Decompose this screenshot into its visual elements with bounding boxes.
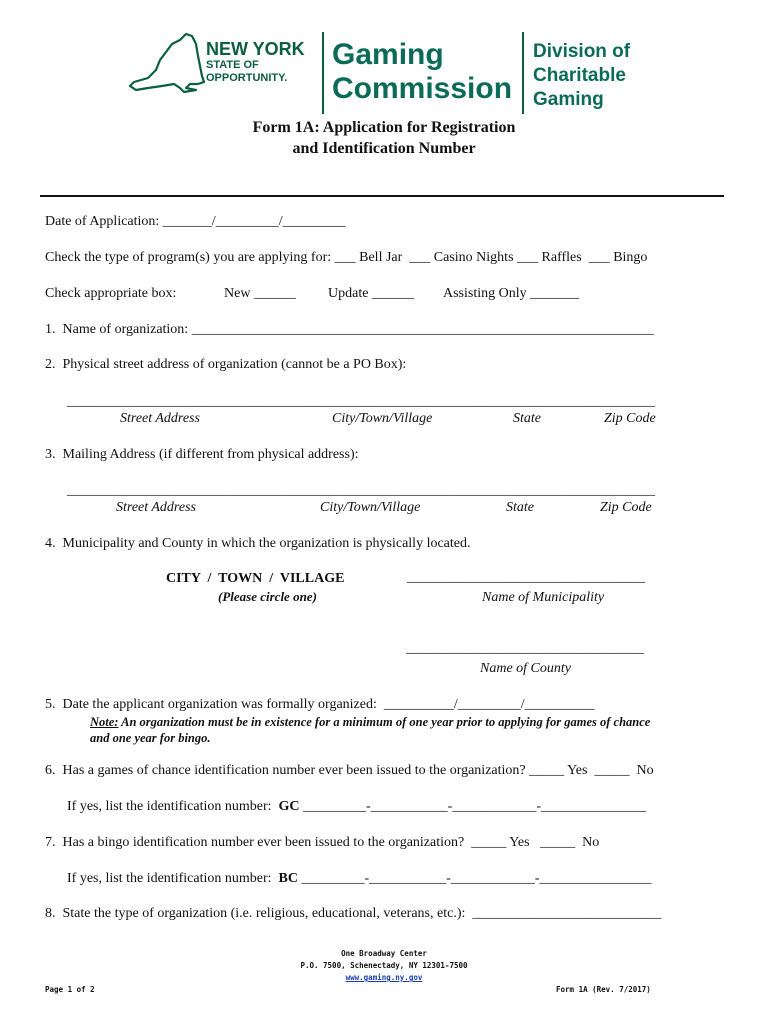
footer-page-number: Page 1 of 2 bbox=[45, 985, 95, 994]
date-of-application-field[interactable]: Date of Application: _______/_________/_________ bbox=[45, 214, 346, 229]
footer-form-revision: Form 1A (Rev. 7/2017) bbox=[556, 985, 651, 994]
q5-note-text: An organization must be in existence for a minimum of one year prior to applying for games of chance bbox=[118, 715, 651, 729]
q7-bc-blanks[interactable]: _________-___________-____________-________________ bbox=[297, 871, 652, 886]
q4-municipality-label: 4. Municipality and County in which the organization is physically located. bbox=[45, 536, 471, 551]
ny-line2: STATE OF bbox=[206, 59, 259, 71]
q6-gc-issued-field[interactable]: 6. Has a games of chance identification number ever been issued to the organization? _____ Yes _____ No bbox=[45, 763, 654, 778]
please-circle-one-label: (Please circle one) bbox=[218, 589, 317, 604]
new-york-state-map-icon bbox=[126, 30, 206, 96]
q2-physical-address-label: 2. Physical street address of organization (cannot be a PO Box): bbox=[45, 357, 407, 372]
date-organized-field[interactable]: 5. Date the applicant organization was formally organized: __________/_________/__________ bbox=[45, 697, 595, 712]
gc-line1: Gaming bbox=[332, 38, 444, 71]
dcg-line3: Gaming bbox=[533, 89, 604, 110]
q5-note-line2: and one year for bingo. bbox=[90, 731, 211, 745]
q3-zip-label: Zip Code bbox=[600, 500, 652, 515]
city-town-village-selector[interactable]: CITY / TOWN / VILLAGE bbox=[166, 571, 345, 586]
dcg-line1: Division of bbox=[533, 41, 631, 62]
gc-line2: Commission bbox=[332, 72, 513, 105]
footer-website-link[interactable]: www.gaming.ny.gov bbox=[345, 973, 423, 982]
organization-name-field[interactable]: 1. Name of organization: __________________________________________________________________ bbox=[45, 322, 654, 337]
q6-gc-blanks[interactable]: _________-___________-____________-_______________ bbox=[299, 799, 647, 814]
program-type-field[interactable]: Check the type of program(s) you are applying for: ___ Bell Jar ___ Casino Nights ___ Raffles ___ Bingo bbox=[45, 250, 648, 265]
ny-line1: NEW YORK bbox=[206, 39, 305, 59]
form-title-line1: Form 1A: Application for Registration bbox=[252, 119, 516, 136]
mailing-address-line[interactable]: ____________________________________________________________________________________ bbox=[67, 483, 655, 498]
q5-note-label: Note: bbox=[90, 715, 119, 729]
q2-zip-label: Zip Code bbox=[604, 411, 656, 426]
q3-street-label: Street Address bbox=[116, 500, 196, 515]
q6-ifyes-label: If yes, list the identification number: bbox=[67, 799, 272, 814]
q7-ifyes-label: If yes, list the identification number: bbox=[67, 871, 272, 886]
box-new-field[interactable]: New ______ bbox=[224, 286, 296, 301]
county-name-label: Name of County bbox=[480, 661, 571, 676]
q7-bc-number-field[interactable] bbox=[67, 871, 651, 887]
municipality-name-label: Name of Municipality bbox=[482, 590, 605, 605]
ny-wordmark bbox=[206, 40, 305, 84]
q2-city-label: City/Town/Village bbox=[332, 411, 433, 426]
ny-line3: OPPORTUNITY. bbox=[206, 72, 288, 84]
header-logo bbox=[126, 28, 646, 120]
bc-prefix: BC bbox=[278, 871, 298, 886]
check-box-label: Check appropriate box: bbox=[45, 286, 177, 301]
q7-bc-issued-field[interactable]: 7. Has a bingo identification number ever been issued to the organization? _____ Yes _____ No bbox=[45, 835, 600, 850]
header-rule bbox=[40, 195, 724, 197]
dcg-line2: Charitable bbox=[533, 65, 626, 86]
organization-type-field[interactable]: 8. State the type of organization (i.e. religious, educational, veterans, etc.): ___________________________ bbox=[45, 906, 662, 921]
gc-prefix: GC bbox=[278, 799, 300, 814]
q3-state-label: State bbox=[506, 500, 534, 515]
q3-mailing-address-label: 3. Mailing Address (if different from physical address): bbox=[45, 447, 359, 462]
logo-divider-2 bbox=[522, 32, 524, 114]
q3-city-label: City/Town/Village bbox=[320, 500, 421, 515]
footer-address2: P.O. 7500, Schenectady, NY 12301-7500 bbox=[300, 961, 468, 970]
box-assisting-field[interactable]: Assisting Only _______ bbox=[443, 286, 580, 301]
logo-divider bbox=[322, 32, 324, 114]
municipality-name-line[interactable]: __________________________________ bbox=[407, 570, 645, 585]
box-update-field[interactable]: Update ______ bbox=[328, 286, 414, 301]
form-title-line2: and Identification Number bbox=[292, 140, 476, 157]
footer-address1: One Broadway Center bbox=[341, 949, 427, 958]
physical-address-line[interactable]: ____________________________________________________________________________________ bbox=[67, 394, 655, 409]
county-name-line[interactable]: __________________________________ bbox=[406, 641, 644, 656]
gaming-commission-wordmark bbox=[332, 38, 512, 106]
division-wordmark bbox=[533, 40, 630, 112]
q2-street-label: Street Address bbox=[120, 411, 200, 426]
q2-state-label: State bbox=[513, 411, 541, 426]
q6-gc-number-field[interactable] bbox=[67, 799, 646, 815]
q5-note bbox=[90, 715, 650, 730]
